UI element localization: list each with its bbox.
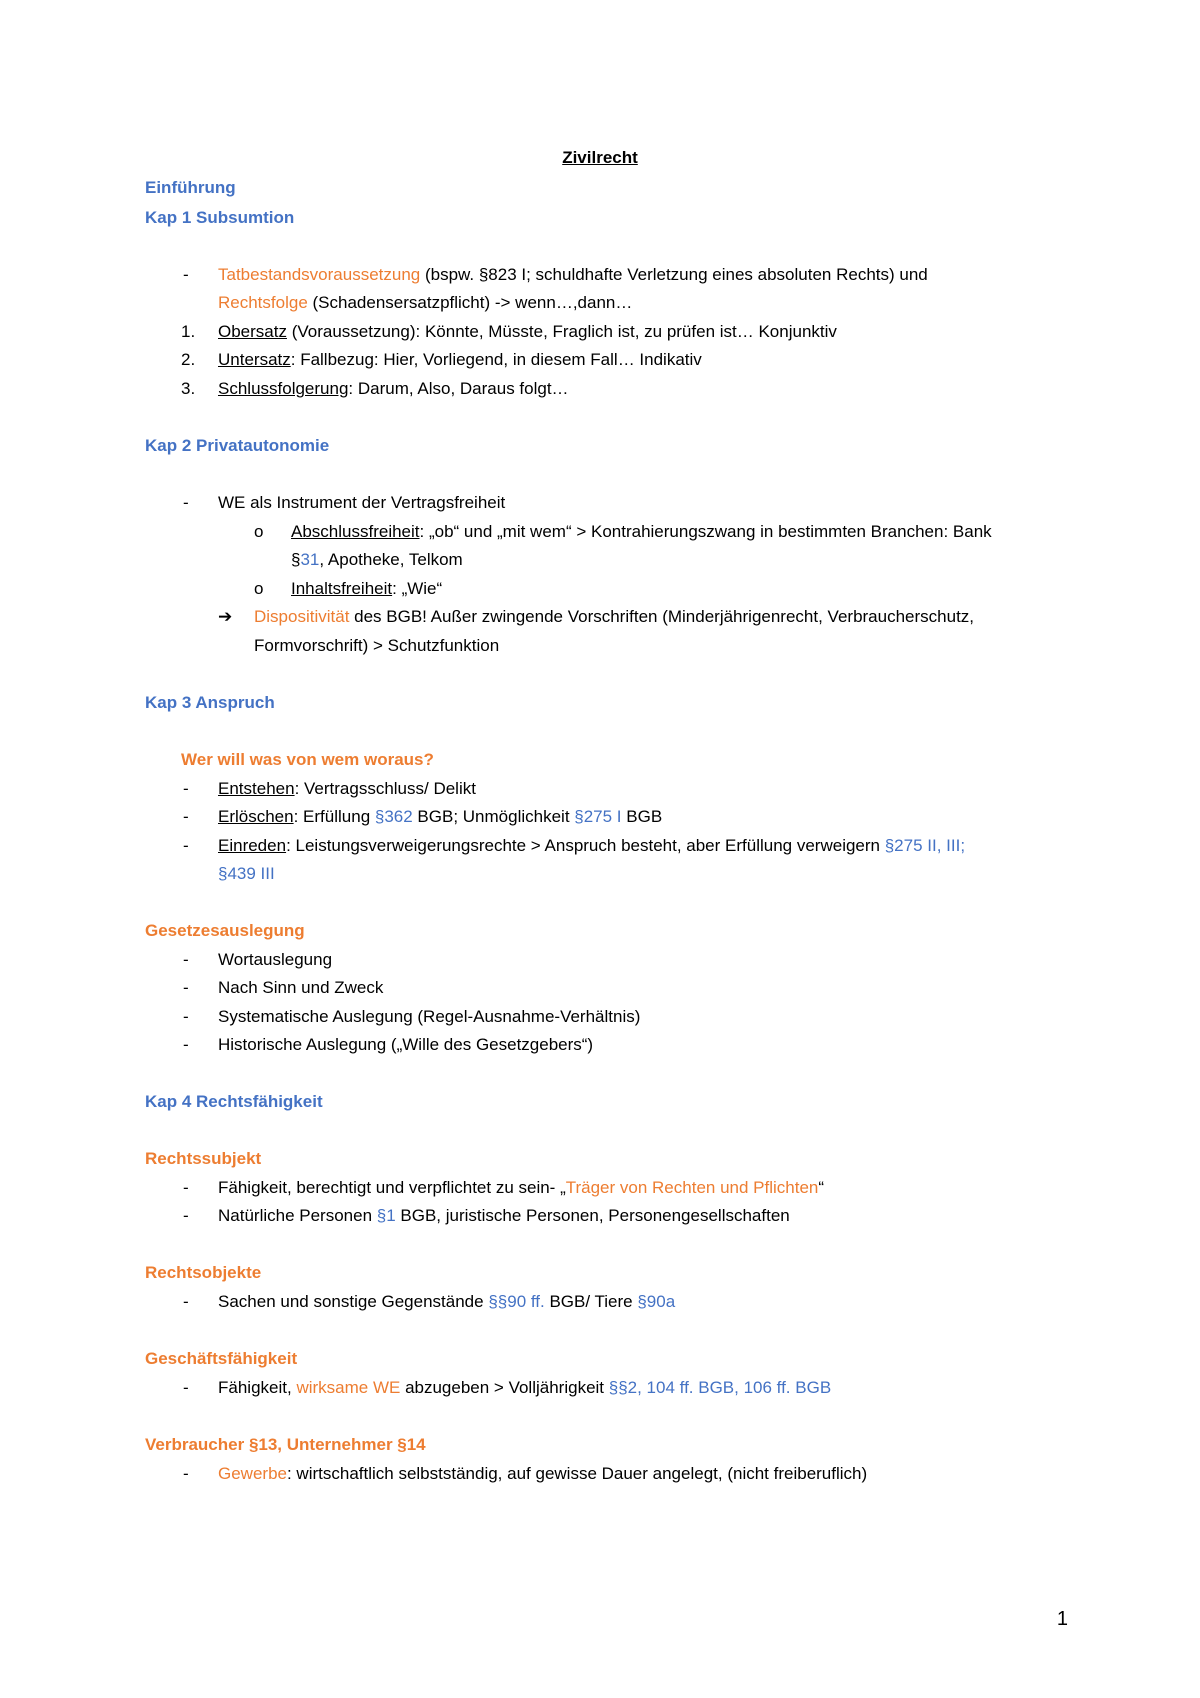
kap3-question: Wer will was von wem woraus? [181, 750, 434, 769]
kap2-abschlussfreiheit: Abschlussfreiheit: „ob“ und „mit wem“ > Kontrahierungszwang in bestimmten Branchen: Bank [291, 522, 992, 541]
kap3-einreden: Einreden: Leistungsverweigerungsrechte > Anspruch besteht, aber Erfüllung verweigern §275 II, III; [218, 836, 966, 855]
rechtssubjekt-item-1: Fähigkeit, berechtigt und verpflichtet zu sein- „Träger von Rechten und Pflichten“ [218, 1178, 825, 1197]
heading-kap4: Kap 4 Rechtsfähigkeit [145, 1092, 323, 1111]
heading-rechtssubjekt: Rechtssubjekt [145, 1149, 262, 1168]
kap2-dispositivitaet-cont: Formvorschrift) > Schutzfunktion [254, 636, 500, 655]
number-marker: 2. [181, 350, 196, 369]
kap1-tatbestand-line: Tatbestandsvoraussetzung (bspw. §823 I; schuldhafte Verletzung eines absoluten Rechts) und [218, 265, 928, 284]
circle-marker: o [254, 522, 264, 541]
arrow-icon: ➔ [218, 607, 233, 626]
term-rechtsfolge: Rechtsfolge [218, 293, 308, 312]
rechtssubjekt-item-2: Natürliche Personen §1 BGB, juristische Personen, Personengesellschaften [218, 1206, 790, 1225]
kap2-abschlussfreiheit-cont: §31, Apotheke, Telkom [291, 550, 463, 569]
number-marker: 1. [181, 322, 196, 341]
dash-marker: - [183, 265, 189, 284]
dash-marker: - [183, 493, 189, 512]
dash-marker: - [183, 978, 189, 997]
kap3-entstehen: Entstehen: Vertragsschluss/ Delikt [218, 779, 476, 798]
heading-einfuehrung: Einführung [145, 178, 236, 197]
kap2-we-line: WE als Instrument der Vertragsfreiheit [218, 493, 506, 512]
kap1-schlussfolgerung: Schlussfolgerung: Darum, Also, Daraus folgt… [218, 379, 569, 398]
heading-geschaeftsfaehigkeit: Geschäftsfähigkeit [145, 1349, 298, 1368]
heading-kap1: Kap 1 Subsumtion [145, 208, 295, 227]
kap3-erloeschen: Erlöschen: Erfüllung §362 BGB; Unmöglichkeit §275 I BGB [218, 807, 663, 826]
dash-marker: - [183, 1035, 189, 1054]
dash-marker: - [183, 779, 189, 798]
page-number: 1 [1056, 1608, 1068, 1630]
list-item: Wortauslegung [218, 950, 333, 969]
dash-marker: - [183, 1206, 189, 1225]
dash-marker: - [183, 950, 189, 969]
number-marker: 3. [181, 379, 196, 398]
heading-verbraucher-unternehmer: Verbraucher §13, Unternehmer §14 [145, 1435, 426, 1454]
dash-marker: - [183, 1292, 189, 1311]
kap1-rechtsfolge-line: Rechtsfolge (Schadensersatzpflicht) -> wenn…,dann… [218, 293, 633, 312]
kap1-untersatz: Untersatz: Fallbezug: Hier, Vorliegend, in diesem Fall… Indikativ [218, 350, 702, 369]
dash-marker: - [183, 1007, 189, 1026]
circle-marker: o [254, 579, 264, 598]
dash-marker: - [183, 1178, 189, 1197]
term-tatbestand: Tatbestandsvoraussetzung [218, 265, 421, 284]
dash-marker: - [183, 807, 189, 826]
kap2-dispositivitaet: Dispositivität des BGB! Außer zwingende Vorschriften (Minderjährigenrecht, Verbraucherschutz, [254, 607, 975, 626]
kap3-einreden-cont: §439 III [218, 864, 275, 883]
geschaeftsfaehigkeit-item-1: Fähigkeit, wirksame WE abzugeben > Volljährigkeit §§2, 104 ff. BGB, 106 ff. BGB [218, 1378, 832, 1397]
dash-marker: - [183, 1464, 189, 1483]
list-item: Historische Auslegung („Wille des Gesetzgebers“) [218, 1035, 594, 1054]
heading-rechtsobjekte: Rechtsobjekte [145, 1263, 262, 1282]
dash-marker: - [183, 1378, 189, 1397]
kap1-obersatz: Obersatz (Voraussetzung): Könnte, Müsste, Fraglich ist, zu prüfen ist… Konjunktiv [218, 322, 837, 341]
heading-kap2: Kap 2 Privatautonomie [145, 436, 330, 455]
rechtsobjekte-item-1: Sachen und sonstige Gegenstände §§90 ff. BGB/ Tiere §90a [218, 1292, 676, 1311]
page-title: Zivilrecht [562, 148, 638, 167]
verbraucher-item-1: Gewerbe: wirtschaftlich selbstständig, auf gewisse Dauer angelegt, (nicht freiberuflich) [218, 1464, 868, 1483]
kap2-inhaltsfreiheit: Inhaltsfreiheit: „Wie“ [291, 579, 443, 598]
list-item: Nach Sinn und Zweck [218, 978, 384, 997]
dash-marker: - [183, 836, 189, 855]
heading-gesetzesauslegung: Gesetzesauslegung [145, 921, 305, 940]
heading-kap3: Kap 3 Anspruch [145, 693, 275, 712]
list-item: Systematische Auslegung (Regel-Ausnahme-Verhältnis) [218, 1007, 641, 1026]
